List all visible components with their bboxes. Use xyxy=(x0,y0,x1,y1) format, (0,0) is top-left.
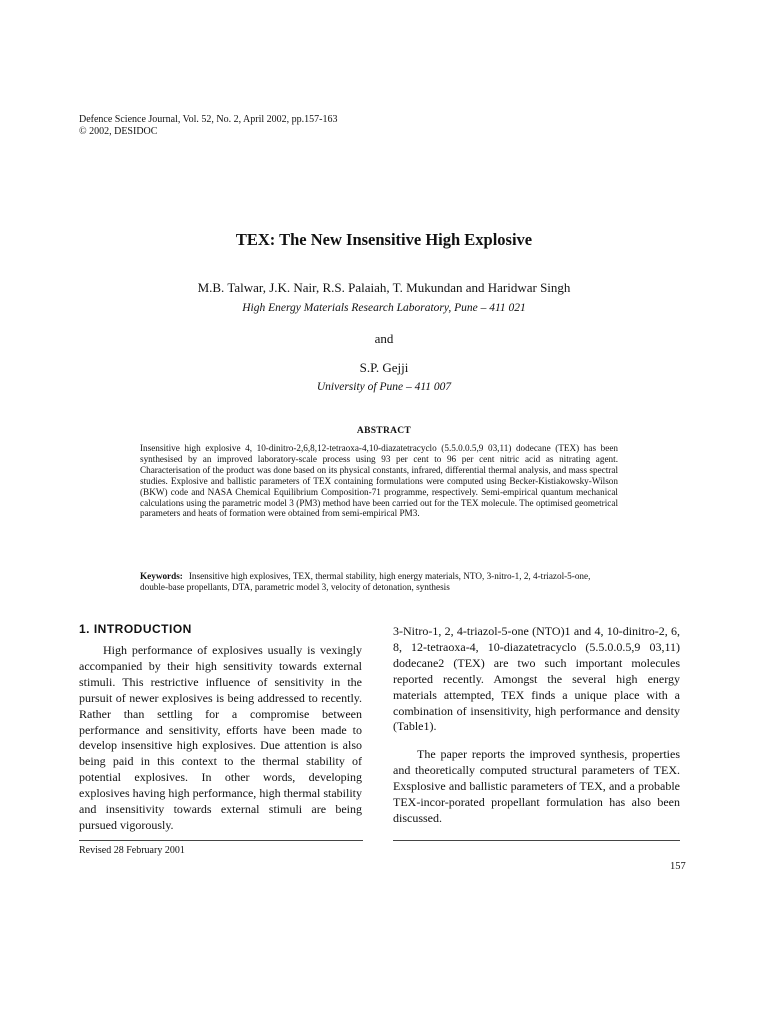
affiliation-primary: High Energy Materials Research Laboratory, Pune – 411 021 xyxy=(242,302,526,314)
journal-citation: Defence Science Journal, Vol. 52, No. 2, April 2002, pp.157-163 xyxy=(79,114,338,125)
abstract-heading: ABSTRACT xyxy=(356,426,412,436)
body-column-left xyxy=(79,643,362,834)
section-heading-introduction: 1. INTRODUCTION xyxy=(79,622,192,636)
keywords-label: Keywords: xyxy=(140,571,183,581)
intro-paragraph-2: 3-Nitro-1, 2, 4-triazol-5-one (NTO)1 and 4, 10-dinitro-2, 6, 8, 12-tetraoxa-4, 10-diazatetracyclo (5.5.0.0.5,9 03,11) dodecane2 (TEX) are two such important molecules reported recently. Amongst the several high energy materials attempted, TEX finds a unique place with a combination of insensitivity, high performance and density (Table1). xyxy=(393,624,680,734)
footnote-divider-right xyxy=(393,840,680,841)
page-number: 157 xyxy=(670,861,686,872)
keywords-text: Insensitive high explosives, TEX, thermal stability, high energy materials, NTO, 3-nitro-1, 2, 4-triazol-5-one, double-base propellants, DTA, parametric model 3, velocity of detonation, synthesis xyxy=(140,571,591,592)
revision-date: Revised 28 February 2001 xyxy=(79,845,185,856)
keywords-block xyxy=(140,571,618,593)
intro-paragraph-3: The paper reports the improved synthesis, properties and theoretically computed structural parameters of TEX. Exsplosive and ballistic parameters of TEX, and a probable TEX-incor-porated propellant formulation has also been discussed. xyxy=(393,747,680,825)
abstract-text: Insensitive high explosive 4, 10-dinitro-2,6,8,12-tetraoxa-4,10-diazatetracyclo (5.5.0.0.5,9 03,11) dodecane (TEX) has been synthesised by an improved laboratory-scale process using 93 per cent to 96 per cent nitric acid as nitrating agent. Characterisation of the product was done based on its physical constants, infrared, differential thermal analysis, and mass spectral studies. Explosive and ballistic parameters of TEX containing formulations were computed using Becker-Kistiakowsky-Wilson (BKW) code and NASA Chemical Equilibrium Composition-71 programme, respectively. Semi-empirical quantum mechanical calculations using the parametric model 3 (PM3) method have been carried out for the TEX molecule. The optimised geometrical parameters and heats of formation were obtained from semi-empirical PM3. xyxy=(140,443,618,519)
footnote-divider-left xyxy=(79,840,363,841)
intro-paragraph-1: High performance of explosives usually is vexingly accompanied by their high sensitivity towards external stimuli. This restrictive influence of sensitivity in the pursuit of newer explosives is being addressed to recently. Rather than settling for a compromise between performance and sensitivity, efforts have been made to develop insensitive high explosives. Due attention is also being paid in this context to the thermal stability of potential explosives. In other words, developing explosives having high performance, high thermal stability and insensitivity towards external stimuli are being pursued vigorously. xyxy=(79,643,362,832)
author-secondary: S.P. Gejji xyxy=(359,360,409,375)
journal-header xyxy=(79,114,337,138)
copyright-line: © 2002, DESIDOC xyxy=(79,126,158,137)
paper-title: TEX: The New Insensitive High Explosive xyxy=(235,230,533,249)
affiliation-secondary: University of Pune – 411 007 xyxy=(316,381,452,393)
author-conjunction: and xyxy=(374,331,394,346)
author-list: M.B. Talwar, J.K. Nair, R.S. Palaiah, T. Mukundan and Haridwar Singh xyxy=(197,280,571,295)
body-column-right xyxy=(393,624,680,827)
